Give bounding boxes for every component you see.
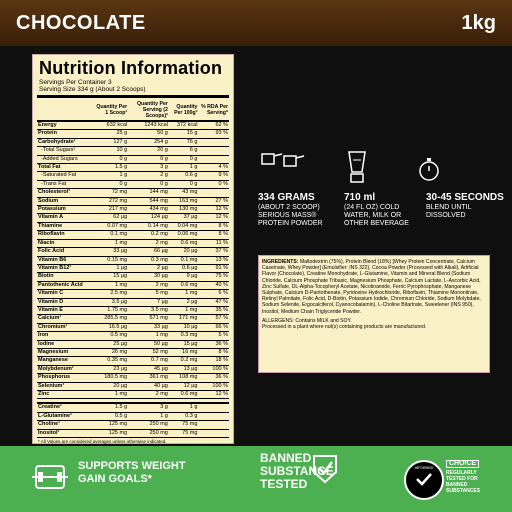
cell-rda: 37 %	[198, 248, 229, 256]
cell-per-100g: 0.3 g	[169, 412, 199, 420]
scoop-icon	[260, 150, 308, 179]
cell-name: Selenium¹	[37, 382, 95, 390]
cell-per-serving: 20 g	[128, 147, 169, 155]
cell-per-scoop: 72 mg	[95, 189, 128, 197]
cell-per-100g: 0.1 mg	[169, 256, 199, 264]
cell-rda: 13 %	[198, 256, 229, 264]
table-row	[37, 348, 229, 356]
cell-per-scoop: 127 g	[95, 138, 128, 146]
cell-per-serving: 0.7 mg	[128, 357, 169, 365]
table-row	[37, 391, 229, 399]
cell-per-scoop: 15 µg	[95, 273, 128, 281]
choice-line3: BANNED	[446, 482, 468, 488]
cell-rda	[198, 412, 229, 420]
cell-rda: 75 %	[198, 273, 229, 281]
cell-per-scoop: 1.5 g	[95, 403, 128, 412]
table-row	[37, 231, 229, 239]
table-row	[37, 239, 229, 247]
table-row	[37, 264, 229, 272]
table-row	[37, 382, 229, 390]
cell-per-scoop: 2.5 mg	[95, 290, 128, 298]
time-desc: BLEND UNTIL DISSOLVED	[426, 204, 472, 219]
cell-per-serving: 30 µg	[128, 273, 169, 281]
table-row	[37, 172, 229, 180]
cell-name: Vitamin D	[37, 298, 95, 306]
cell-rda: 57 %	[198, 315, 229, 323]
table-row	[37, 374, 229, 382]
water-amount: 710 ml	[344, 192, 376, 203]
cell-per-serving: 5 mg	[128, 290, 169, 298]
cell-per-100g: 13 µg	[169, 365, 199, 373]
cell-per-100g: 15 µg	[169, 340, 199, 348]
cell-per-scoop: 23 µg	[95, 365, 128, 373]
cell-rda: 100 %	[198, 365, 229, 373]
col-per-serving: Quantity Per Serving (2 Scoops)²	[128, 100, 169, 121]
cell-rda	[198, 421, 229, 429]
cell-rda	[198, 429, 229, 437]
cell-name: Zinc	[37, 391, 95, 399]
cell-per-serving: 3 g	[128, 164, 169, 172]
cell-per-100g: 20 µg	[169, 248, 199, 256]
cell-per-serving: 0 g	[128, 155, 169, 163]
cell-per-100g: 0 g	[169, 180, 199, 188]
cell-name: Inositol¹	[37, 429, 95, 437]
cell-per-scoop: 0.07 mg	[95, 222, 128, 230]
cell-per-scoop: 272 mg	[95, 197, 128, 205]
cell-name: Iodine	[37, 340, 95, 348]
cell-rda: 27 %	[198, 197, 229, 205]
cell-name: Iron	[37, 332, 95, 340]
nutrition-table	[37, 100, 229, 438]
cell-per-serving: 0.14 mg	[128, 222, 169, 230]
cell-per-serving: 1243 kcal	[128, 121, 169, 130]
cell-per-scoop: 180.5 mg	[95, 374, 128, 382]
cell-name: Riboflavin	[37, 231, 95, 239]
banned-line3: TESTED	[260, 477, 308, 491]
choice-line4: SUBSTANCES	[446, 488, 481, 494]
cell-per-serving: 254 g	[128, 138, 169, 146]
cell-per-serving: 144 mg	[128, 189, 169, 197]
cell-rda	[198, 155, 229, 163]
cell-per-serving: 0.2 mg	[128, 231, 169, 239]
cell-name: Carbohydrate¹	[37, 138, 95, 146]
facility-note: Processed in a plant where nut(s) containing products are manufactured.	[262, 324, 427, 331]
cell-name: -Saturated Fat	[37, 172, 95, 180]
table-row	[37, 189, 229, 197]
ingredients-panel	[258, 255, 490, 373]
water-desc: (24 FL OZ) COLD WATER, MILK OR OTHER BEVERAGE	[344, 204, 409, 227]
table-row	[37, 412, 229, 420]
cell-name: Niacin	[37, 239, 95, 247]
cell-per-serving: 544 mg	[128, 197, 169, 205]
cell-per-serving: 50 µg	[128, 340, 169, 348]
nutrition-panel	[32, 54, 234, 444]
cell-per-100g: 1 g	[169, 164, 199, 172]
col-rda: % RDA Per Serving*	[198, 100, 229, 121]
time-amount: 30-45 SECONDS	[426, 192, 504, 203]
table-row	[37, 403, 229, 412]
cell-rda	[198, 403, 229, 412]
informed-label: INFORMED	[414, 466, 434, 470]
cell-name: Pantothenic Acid	[37, 281, 95, 289]
cell-per-scoop: 1 µg	[95, 264, 128, 272]
cell-per-serving: 1 mg	[128, 332, 169, 340]
cell-rda: 66 %	[198, 323, 229, 331]
cell-rda: 35 %	[198, 306, 229, 314]
cell-per-scoop: 10 g	[95, 147, 128, 155]
cell-per-scoop: 16.5 µg	[95, 323, 128, 331]
cell-per-serving: 2 µg	[128, 264, 169, 272]
cell-name: Vitamin B6	[37, 256, 95, 264]
cell-rda	[198, 189, 229, 197]
cell-per-scoop: 1 mg	[95, 391, 128, 399]
cell-per-serving: 33 µg	[128, 323, 169, 331]
gain-goals: SUPPORTS WEIGHT GAIN GOALS*	[78, 460, 186, 485]
cell-per-serving: 66 µg	[128, 248, 169, 256]
table-row	[37, 323, 229, 331]
cell-per-100g: 6 g	[169, 147, 199, 155]
table-row	[37, 421, 229, 429]
cell-per-100g: 171 mg	[169, 315, 199, 323]
checkmark-badge-icon	[404, 460, 444, 500]
cell-per-100g: 10 µg	[169, 323, 199, 331]
cell-per-100g: 75 mg	[169, 429, 199, 437]
cell-rda: 8 %	[198, 231, 229, 239]
cell-per-scoop: 217 mg	[95, 206, 128, 214]
cell-name: -Trans Fat	[37, 180, 95, 188]
cell-name: Vitamin E	[37, 306, 95, 314]
table-row	[37, 180, 229, 188]
col-per-scoop: Quantity Per 1 Scoop¹	[95, 100, 128, 121]
cell-per-100g: 9 µg	[169, 273, 199, 281]
cell-per-serving: 7 µg	[128, 298, 169, 306]
ingredients-text: Maltodextrin (75%), Protein Blend (18%) [Whey Protein Concentrate, Calcium Caseinate, Whey Powder] (Emulsifier: INS 322), Cocoa Powder (Processed with Alkali), Artificial Flavor (Chocolate), Creatine Monohydrate, L-Glutamine, Vitamin and Mineral Blend (Sodium Chloride, Calcium Phosphate Tribasic, Magnesium Phosphate, Calcium Lactate, L-Ascorbic Acid, Zinc Sulfate, DL-Alpha-Tocopheryl Acetate, Nicotinamide, Ferric Pyrophosphate, Manganese Sulphate, Calcium D-Pantothenate, Pyridoxine Hydrochloride, Riboflavin, Thiamine Mononitrate, Retinyl Palmitate, Folic Acid, D-Biotin, Potassium Iodide, Chromium Chloride, Sodium Molybdate, Sodium Selenite, Ergocalciferol, Cyanocobalamin), L-Choline Bitartrate, Sweetener (INS 950), Inositol, Medium Chain Triglyceride Powder.	[262, 259, 481, 315]
cell-per-scoop: 0 g	[95, 155, 128, 163]
table-row	[37, 273, 229, 281]
cell-per-100g: 130 mg	[169, 206, 199, 214]
cell-name: Vitamin A	[37, 214, 95, 222]
cell-rda: 8 %	[198, 222, 229, 230]
shield-check-icon	[312, 454, 338, 489]
cell-per-serving: 3 g	[128, 403, 169, 412]
cell-name: Thiamine	[37, 222, 95, 230]
cell-per-serving: 1 g	[128, 412, 169, 420]
cell-per-serving: 2 mg	[128, 239, 169, 247]
cell-per-100g: 0.6 g	[169, 172, 199, 180]
cell-per-100g: 0.3 mg	[169, 332, 199, 340]
cell-per-serving: 0 g	[128, 180, 169, 188]
cell-per-serving: 3.5 mg	[128, 306, 169, 314]
cell-rda: 6 %	[198, 290, 229, 298]
cell-per-100g: 75 mg	[169, 421, 199, 429]
cell-name: Potassium	[37, 206, 95, 214]
cell-per-100g: 1 g	[169, 403, 199, 412]
protein-amount: 334 GRAMS	[258, 192, 315, 203]
table-row	[37, 197, 229, 205]
table-row	[37, 206, 229, 214]
cell-per-100g: 0.6 mg	[169, 239, 199, 247]
cell-rda: 62 %	[198, 121, 229, 130]
cell-name: Calcium¹	[37, 315, 95, 323]
table-row	[37, 138, 229, 146]
allergens: ALLERGENS: Contains MILK and SOY.	[262, 317, 352, 324]
table-row	[37, 222, 229, 230]
cell-per-scoop: 33 µg	[95, 248, 128, 256]
cell-rda: 0 %	[198, 180, 229, 188]
choice-line2: TESTED FOR	[446, 476, 478, 482]
table-row	[37, 306, 229, 314]
cell-per-100g: 0.6 µg	[169, 264, 199, 272]
cell-rda: 5 %	[198, 332, 229, 340]
nutrition-title: Nutrition Information	[39, 58, 223, 78]
cell-per-scoop: 1.5 g	[95, 164, 128, 172]
cell-name: Chromium¹	[37, 323, 95, 331]
table-row	[37, 365, 229, 373]
banned-line1: BANNED	[260, 451, 312, 465]
cell-per-serving: 0.3 mg	[128, 256, 169, 264]
table-row	[37, 164, 229, 172]
cell-per-serving: 2 mg	[128, 281, 169, 289]
blender-icon	[346, 150, 368, 191]
cell-per-scoop: 1 g	[95, 172, 128, 180]
header-bar	[0, 0, 512, 46]
cell-name: Phosphorus	[37, 374, 95, 382]
cell-rda: 11 %	[198, 239, 229, 247]
cell-name: Protein	[37, 130, 95, 138]
servings-per-container: Servings Per Container 3	[39, 79, 112, 86]
banned-line2: SUBSTANCE	[260, 464, 334, 478]
cell-per-100g: 0.04 mg	[169, 222, 199, 230]
cell-per-scoop: 0.1 mg	[95, 231, 128, 239]
cell-per-serving: 571 mg	[128, 315, 169, 323]
cell-per-100g: 37 µg	[169, 214, 199, 222]
cell-per-serving: 434 mg	[128, 206, 169, 214]
cell-per-100g: 0.2 mg	[169, 357, 199, 365]
cell-rda: 36 %	[198, 374, 229, 382]
cell-per-scoop: 125 mg	[95, 421, 128, 429]
cell-per-scoop: 0.5 mg	[95, 332, 128, 340]
cell-rda: 40 %	[198, 281, 229, 289]
cell-per-serving: 250 mg	[128, 429, 169, 437]
cell-name: Manganese	[37, 357, 95, 365]
cell-rda	[198, 147, 229, 155]
table-row	[37, 147, 229, 155]
table-row	[37, 155, 229, 163]
serving-size: Serving Size 334 g (About 2 Scoops)	[39, 86, 146, 93]
cell-per-100g: 372 kcal	[169, 121, 199, 130]
cell-per-scoop: 125 mg	[95, 429, 128, 437]
table-row	[37, 281, 229, 289]
cell-per-100g: 0.06 mg	[169, 231, 199, 239]
cell-per-scoop: 1 mg	[95, 281, 128, 289]
cell-name: Magnesium	[37, 348, 95, 356]
cell-rda: 47 %	[198, 298, 229, 306]
choice-title: CHOICE	[446, 460, 479, 468]
table-row	[37, 130, 229, 138]
cell-name: Biotin	[37, 273, 95, 281]
table-row	[37, 290, 229, 298]
cell-rda: 93 %	[198, 130, 229, 138]
cell-per-serving: 2 g	[128, 172, 169, 180]
col-per-100g: Quantity Per 100g³	[169, 100, 199, 121]
table-row	[37, 121, 229, 130]
cell-per-serving: 45 µg	[128, 365, 169, 373]
cell-per-scoop: 20 µg	[95, 382, 128, 390]
cell-rda: 12 %	[198, 214, 229, 222]
cell-per-serving: 2 mg	[128, 391, 169, 399]
cell-name: L-Glutamine¹	[37, 412, 95, 420]
cell-per-scoop: 1.75 mg	[95, 306, 128, 314]
cell-per-scoop: 0 g	[95, 180, 128, 188]
cell-per-serving: 50 g	[128, 130, 169, 138]
cell-per-100g: 2 µg	[169, 298, 199, 306]
cell-per-scoop: 3.5 µg	[95, 298, 128, 306]
cell-per-100g: 0.6 mg	[169, 281, 199, 289]
cell-per-serving: 250 mg	[128, 421, 169, 429]
cell-per-scoop: 26 mg	[95, 348, 128, 356]
cell-rda: 100 %	[198, 382, 229, 390]
cell-per-100g: 16 mg	[169, 348, 199, 356]
cell-name: Vitamin B12¹	[37, 264, 95, 272]
table-row	[37, 315, 229, 323]
cell-per-serving: 52 mg	[128, 348, 169, 356]
cell-per-scoop: 285.5 mg	[95, 315, 128, 323]
table-row	[37, 256, 229, 264]
cell-per-scoop: 632 kcal	[95, 121, 128, 130]
cell-per-scoop: 0.5 g	[95, 412, 128, 420]
cell-name: -Total Sugars¹	[37, 147, 95, 155]
usage-instructions	[250, 150, 504, 250]
timer-icon	[418, 156, 440, 187]
cell-name: Vitamin C	[37, 290, 95, 298]
cell-per-100g: 1 mg	[169, 306, 199, 314]
cell-rda: 12 %	[198, 206, 229, 214]
table-row	[37, 214, 229, 222]
cell-per-scoop: 25 g	[95, 130, 128, 138]
cell-per-scoop: 25 µg	[95, 340, 128, 348]
cell-per-100g: 108 mg	[169, 374, 199, 382]
cell-per-serving: 124 µg	[128, 214, 169, 222]
cell-per-serving: 361 mg	[128, 374, 169, 382]
choice-line1: REGULARLY	[446, 470, 477, 476]
cell-per-100g: 163 mg	[169, 197, 199, 205]
cell-per-serving: 40 µg	[128, 382, 169, 390]
scale-icon	[30, 456, 70, 501]
cell-per-scoop: 1 mg	[95, 239, 128, 247]
cell-rda: 8 %	[198, 348, 229, 356]
cell-per-100g: 1 mg	[169, 290, 199, 298]
table-row	[37, 340, 229, 348]
cell-per-100g: 43 mg	[169, 189, 199, 197]
divider	[37, 95, 229, 98]
cell-per-100g: 0.6 mg	[169, 391, 199, 399]
cell-per-scoop: 62 µg	[95, 214, 128, 222]
cell-name: Creatine¹	[37, 403, 95, 412]
cell-rda: 4 %	[198, 164, 229, 172]
table-row	[37, 332, 229, 340]
cell-per-scoop: 0.15 mg	[95, 256, 128, 264]
cell-per-100g: 76 g	[169, 138, 199, 146]
cell-name: Molybdenum¹	[37, 365, 95, 373]
cell-rda: 36 %	[198, 340, 229, 348]
table-row	[37, 357, 229, 365]
ingredients-label: INGREDIENTS:	[262, 259, 299, 265]
table-row	[37, 429, 229, 437]
cell-name: Folic Acid	[37, 248, 95, 256]
cell-name: Energy	[37, 121, 95, 130]
cell-per-100g: 15 g	[169, 130, 199, 138]
table-row	[37, 298, 229, 306]
cell-rda: 91 %	[198, 264, 229, 272]
cell-rda: 18 %	[198, 357, 229, 365]
cell-rda: 9 %	[198, 172, 229, 180]
cell-per-100g: 0 g	[169, 155, 199, 163]
footer-bar	[0, 446, 512, 512]
flavor-title: CHOCOLATE	[16, 12, 146, 34]
cell-name: -Added Sugars	[37, 155, 95, 163]
cell-rda: 12 %	[198, 391, 229, 399]
protein-desc: (ABOUT 2 SCOOP) SERIOUS MASS® PROTEIN POWDER	[258, 204, 323, 227]
size-label: 1kg	[461, 12, 496, 34]
cell-rda	[198, 138, 229, 146]
cell-per-100g: 12 µg	[169, 382, 199, 390]
choice-text	[446, 460, 480, 494]
table-row	[37, 248, 229, 256]
cell-per-scoop: 0.35 mg	[95, 357, 128, 365]
cell-name: Choline¹	[37, 421, 95, 429]
cell-name: Total Fat	[37, 164, 95, 172]
cell-name: Cholesterol¹	[37, 189, 95, 197]
footnote-1: * All Values are considered averages unless otherwise indicated.	[38, 439, 167, 445]
cell-name: Sodium	[37, 197, 95, 205]
